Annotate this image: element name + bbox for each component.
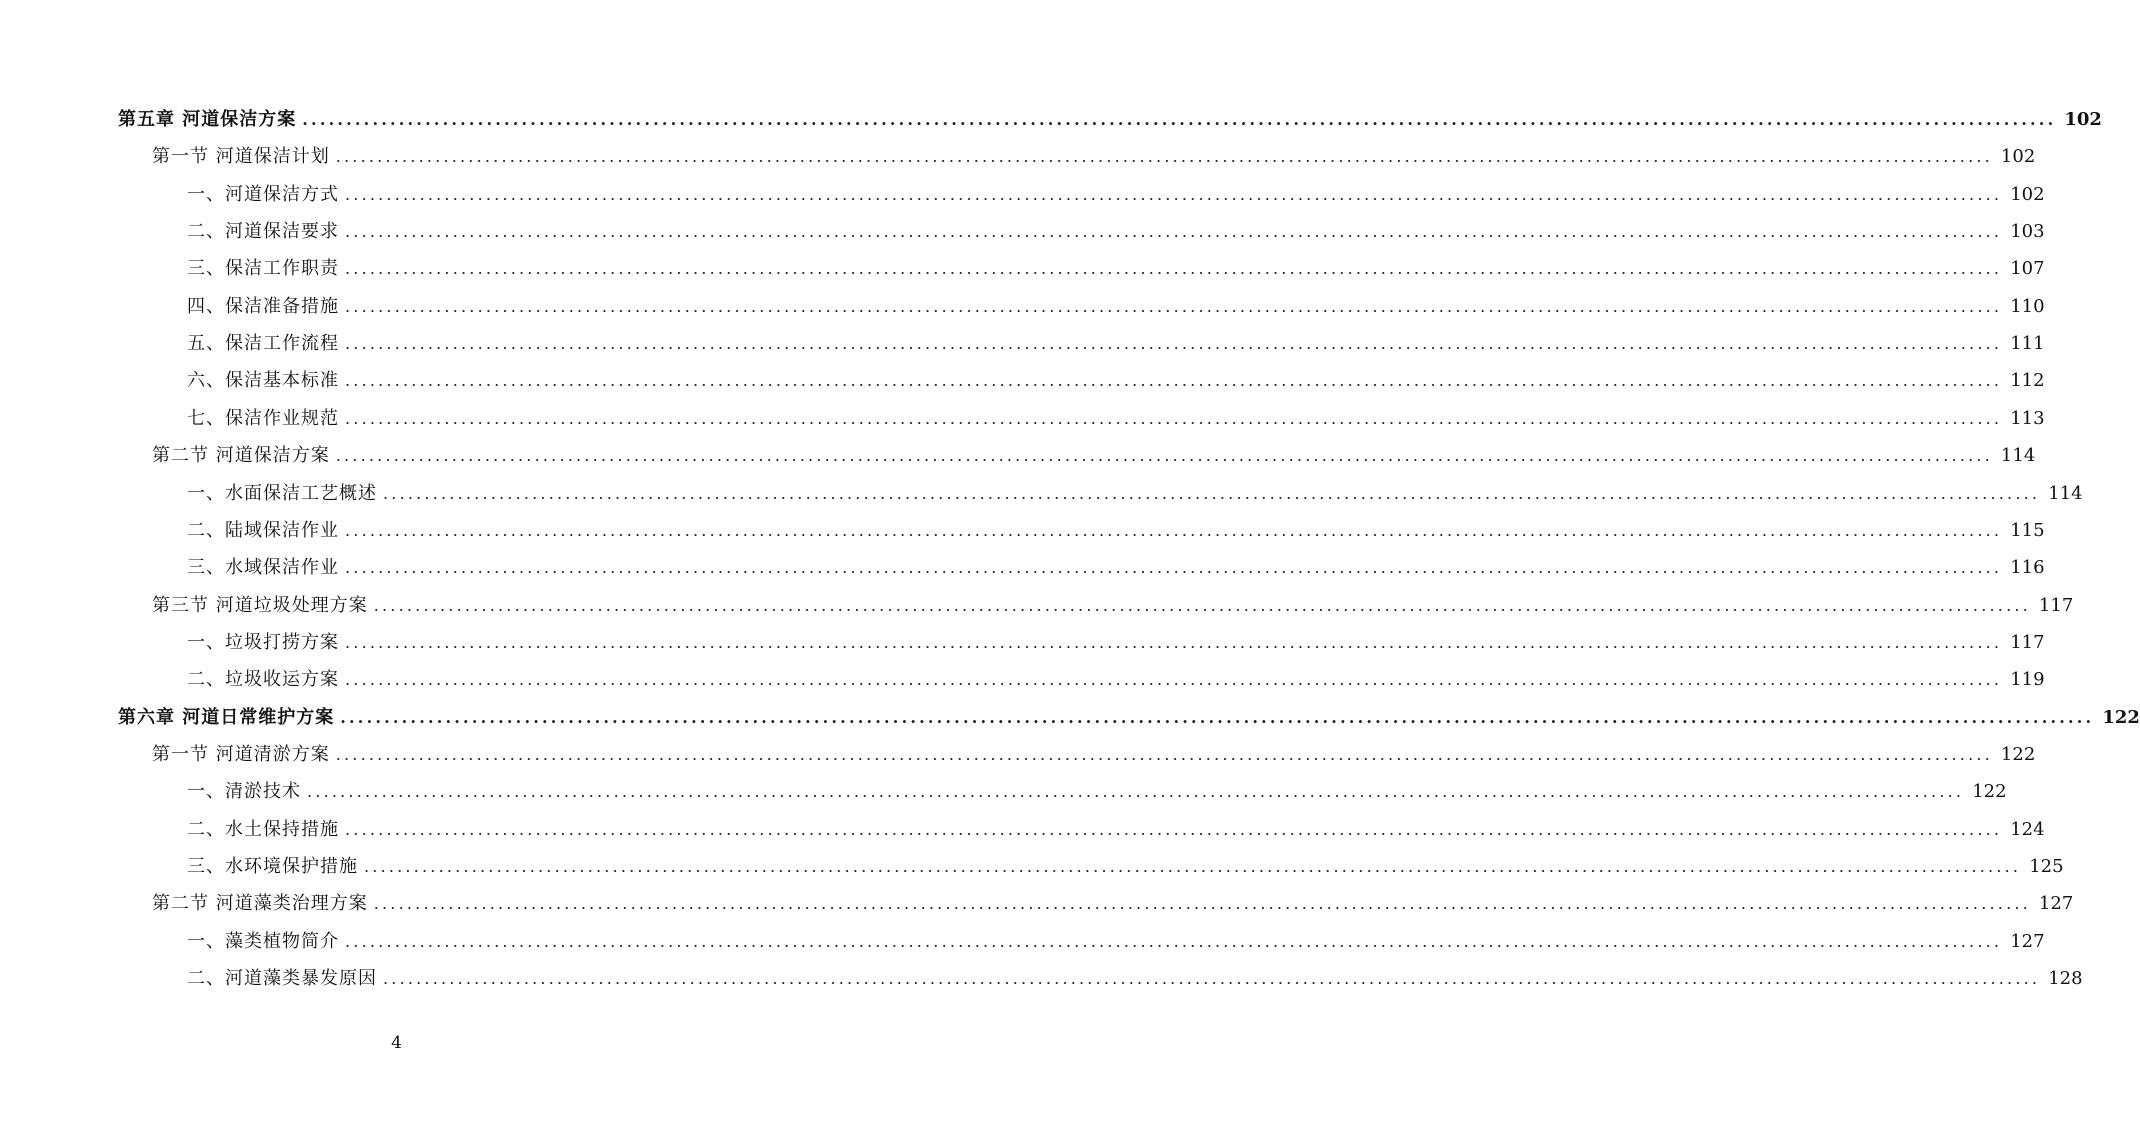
toc-dot-leader: ........................................................................................................................................................................................................: [335, 147, 1993, 167]
toc-entry-title: 一、清淤技术: [187, 781, 301, 803]
page-number: 4: [391, 1033, 402, 1053]
toc-dot-leader: ........................................................................................................................................................................................................: [302, 110, 2057, 129]
toc-entry-title: 三、保洁工作职责: [187, 258, 339, 280]
toc-entry-title: 二、陆域保洁作业: [187, 519, 339, 541]
toc-subsection-entry[interactable]: [0, 325, 2045, 362]
toc-dot-leader: ........................................................................................................................................................................................................: [345, 520, 2003, 540]
toc-entry-page: 103: [2010, 221, 2045, 243]
toc-dot-leader: ........................................................................................................................................................................................................: [373, 595, 2031, 615]
toc-section-entry[interactable]: [0, 587, 2074, 624]
toc-subsection-entry[interactable]: [0, 475, 2083, 512]
toc-dot-leader: ........................................................................................................................................................................................................: [345, 408, 2003, 428]
toc-entry-title: 一、藻类植物简介: [187, 930, 339, 952]
toc-section-entry[interactable]: [0, 736, 2036, 773]
toc-entry-page: 107: [2010, 258, 2045, 280]
toc-dot-leader: ........................................................................................................................................................................................................: [345, 334, 2003, 354]
toc-chapter-entry[interactable]: [0, 101, 2102, 138]
toc-section-entry[interactable]: [0, 885, 2074, 922]
toc-subsection-entry[interactable]: [0, 848, 2064, 885]
toc-subsection-entry[interactable]: [0, 176, 2045, 213]
toc-entry-page: 128: [2048, 968, 2083, 990]
toc-subsection-entry[interactable]: [0, 549, 2045, 586]
toc-entry-title: 四、保洁准备措施: [187, 295, 339, 317]
toc-section-entry[interactable]: [0, 437, 2036, 474]
toc-dot-leader: ........................................................................................................................................................................................................: [335, 744, 1993, 764]
toc-entry-title: 三、水域保洁作业: [187, 557, 339, 579]
toc-section-entry[interactable]: [0, 138, 2036, 175]
toc-dot-leader: ........................................................................................................................................................................................................: [345, 222, 2003, 242]
toc-entry-title: 第五章 河道保洁方案: [118, 109, 297, 130]
toc-entry-title: 三、水环境保护措施: [187, 856, 358, 877]
toc-dot-leader: ........................................................................................................................................................................................................: [345, 184, 2003, 204]
toc-entry-page: 102: [2000, 146, 2036, 168]
toc-entry-page: 127: [2010, 930, 2045, 952]
toc-entry-title: 第二节 河道保洁方案: [152, 445, 330, 467]
toc-entry-page: 114: [2048, 482, 2083, 504]
toc-dot-leader: ........................................................................................................................................................................................................: [345, 296, 2003, 316]
toc-subsection-entry[interactable]: [0, 213, 2045, 250]
toc-entry-title: 二、河道藻类暴发原因: [187, 968, 377, 990]
toc-entry-page: 114: [2000, 445, 2036, 467]
toc-chapter-entry[interactable]: [0, 699, 2140, 736]
toc-entry-title: 第二节 河道藻类治理方案: [152, 893, 368, 915]
toc-entry-title: 七、保洁作业规范: [187, 407, 339, 429]
toc-subsection-entry[interactable]: [0, 773, 2007, 810]
toc-subsection-entry[interactable]: [0, 811, 2045, 848]
toc-entry-page: 116: [2010, 557, 2045, 579]
toc-dot-leader: ........................................................................................................................................................................................................: [364, 857, 2022, 876]
toc-entry-page: 110: [2010, 295, 2045, 317]
toc-subsection-entry[interactable]: [0, 512, 2045, 549]
toc-dot-leader: ........................................................................................................................................................................................................: [345, 819, 2003, 839]
toc-entry-page: 112: [2010, 370, 2045, 392]
toc-entry-page: 125: [2029, 856, 2064, 877]
toc-dot-leader: ........................................................................................................................................................................................................: [383, 969, 2041, 989]
toc-entry-title: 第六章 河道日常维护方案: [118, 706, 335, 728]
toc-entry-title: 二、水土保持措施: [187, 818, 339, 840]
toc-entry-title: 一、河道保洁方式: [187, 183, 339, 205]
toc-dot-leader: ........................................................................................................................................................................................................: [345, 632, 2003, 652]
toc-entry-title: 二、垃圾收运方案: [187, 669, 339, 691]
toc-entry-title: 第一节 河道保洁计划: [152, 146, 330, 168]
toc-entry-title: 五、保洁工作流程: [187, 333, 339, 355]
toc-dot-leader: ........................................................................................................................................................................................................: [345, 931, 2003, 951]
toc-entry-page: 102: [2010, 183, 2045, 205]
toc-entry-page: 127: [2038, 893, 2074, 915]
toc-dot-leader: ........................................................................................................................................................................................................: [335, 446, 1993, 466]
toc-entry-title: 六、保洁基本标准: [187, 370, 339, 392]
toc-dot-leader: ........................................................................................................................................................................................................: [307, 782, 1965, 802]
toc-dot-leader: ........................................................................................................................................................................................................: [383, 483, 2041, 503]
toc-subsection-entry[interactable]: [0, 362, 2045, 399]
toc-subsection-entry[interactable]: [0, 661, 2045, 698]
toc-dot-leader: ........................................................................................................................................................................................................: [345, 371, 2003, 391]
toc-subsection-entry[interactable]: [0, 288, 2045, 325]
toc-entry-title: 一、水面保洁工艺概述: [187, 482, 377, 504]
toc-subsection-entry[interactable]: [0, 250, 2045, 287]
toc-entry-page: 122: [2102, 706, 2140, 728]
toc-entry-title: 第三节 河道垃圾处理方案: [152, 594, 368, 616]
toc-entry-title: 一、垃圾打捞方案: [187, 631, 339, 653]
toc-entry-page: 115: [2010, 519, 2045, 541]
toc-subsection-entry[interactable]: [0, 923, 2045, 960]
toc-dot-leader: ........................................................................................................................................................................................................: [373, 894, 2031, 914]
toc-entry-page: 122: [2000, 743, 2036, 765]
toc-entry-page: 117: [2010, 631, 2045, 653]
toc-entry-page: 119: [2010, 669, 2045, 691]
toc-entry-page: 102: [2064, 109, 2102, 130]
toc-entry-page: 111: [2010, 333, 2045, 355]
toc-dot-leader: ........................................................................................................................................................................................................: [345, 259, 2003, 279]
toc-entry-page: 124: [2010, 818, 2045, 840]
toc-subsection-entry[interactable]: [0, 960, 2083, 997]
toc-dot-leader: ........................................................................................................................................................................................................: [345, 670, 2003, 690]
toc-dot-leader: ........................................................................................................................................................................................................: [345, 558, 2003, 578]
toc-entry-page: 122: [1972, 781, 2007, 803]
toc-dot-leader: ........................................................................................................................................................................................................: [340, 707, 2095, 727]
toc-entry-title: 第一节 河道清淤方案: [152, 743, 330, 765]
toc-entry-page: 113: [2010, 407, 2045, 429]
toc-entry-title: 二、河道保洁要求: [187, 221, 339, 243]
toc-entry-page: 117: [2038, 594, 2074, 616]
toc-subsection-entry[interactable]: [0, 624, 2045, 661]
toc-subsection-entry[interactable]: [0, 400, 2045, 437]
